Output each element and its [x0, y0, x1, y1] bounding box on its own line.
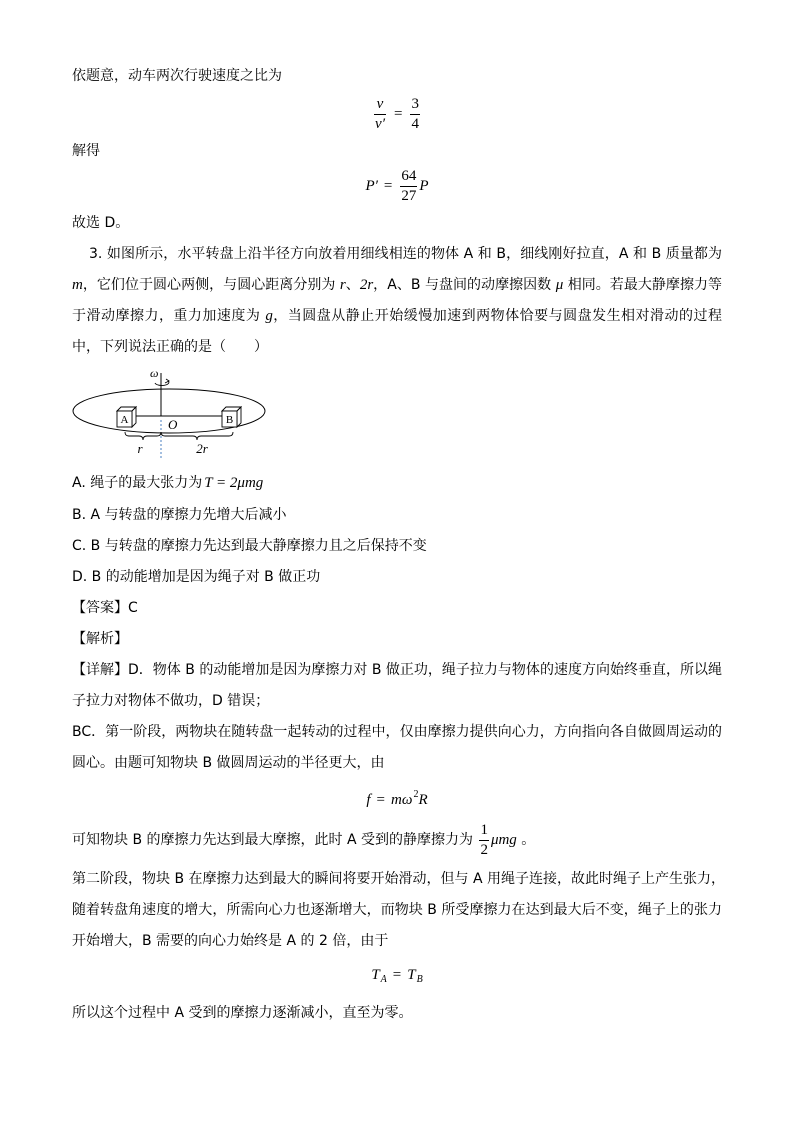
mass-symbol: m [391, 791, 402, 808]
analysis-line-5 [72, 821, 535, 859]
tension-a-subscript: A [380, 973, 387, 985]
half-denominator: 2 [480, 841, 488, 858]
question-stem-line-1: 3. 如图所示，水平转盘上沿半径方向放着用细线相连的物体 A 和 B，细线刚好拉直，A 和 B 质量都为 [89, 246, 722, 262]
velocity-denominator: v′ [375, 115, 385, 132]
velocity-fraction [374, 96, 386, 133]
question-stem-line-4: 中，下列说法正确的是（ ） [72, 339, 268, 355]
question-stem-line-3 [72, 306, 722, 326]
friction-expression: μmg [490, 832, 517, 848]
stem-text: ，A、B 与盘间的动摩擦因数 [373, 277, 556, 293]
tension-a-symbol: T [371, 966, 380, 983]
stem-text: 、 [345, 277, 360, 293]
answer-line [72, 598, 138, 618]
centripetal-force-equation [0, 789, 794, 811]
double-radius-symbol: 2r [359, 277, 374, 293]
previous-conclusion: 故选 D。 [72, 215, 130, 231]
angular-velocity-label: ω [150, 366, 159, 380]
ratio-intro-text: 依题意，动车两次行驶速度之比为 [72, 68, 282, 84]
equals-sign: = [383, 177, 393, 194]
power-numerator: 64 [400, 168, 417, 187]
stem-text: ，它们位于圆心两侧，与圆心距离分别为 [82, 277, 340, 293]
block-a-label: A [120, 414, 129, 426]
solve-label: 解得 [72, 143, 100, 159]
option-a [72, 472, 263, 494]
gravity-symbol: g [265, 308, 273, 324]
power-equation [0, 165, 794, 207]
block-b-side-face [237, 407, 241, 427]
center-label: O [168, 417, 178, 432]
option-c: C. B 与转盘的摩擦力先达到最大静摩擦力且之后保持不变 [72, 538, 427, 554]
half-fraction [479, 822, 489, 859]
ratio-denominator: 4 [411, 115, 419, 132]
analysis-text: 。 [516, 832, 536, 848]
power-lhs: P′ [365, 177, 378, 194]
tension-b-subscript: B [416, 973, 423, 985]
omega-symbol: ω [401, 791, 413, 808]
option-d: D. B 的动能增加是因为绳子对 B 做正功 [72, 569, 321, 585]
analysis-line-2: 子拉力对物体不做功，D 错误； [72, 693, 270, 709]
tension-b-symbol: T [407, 966, 416, 983]
question-stem-line-2 [72, 275, 722, 295]
stem-text: ，当圆盘从静止开始缓慢加速到两物体恰要与圆盘发生相对滑动的过程 [272, 308, 722, 324]
half-numerator: 1 [479, 822, 489, 841]
right-distance-label: 2r [196, 441, 208, 456]
velocity-ratio-equation [0, 93, 794, 135]
block-a-side-face [132, 407, 136, 427]
power-fraction [400, 168, 417, 205]
block-a [117, 407, 136, 427]
answer-label: 【答案】 [72, 600, 128, 616]
analysis-line-3: BC．第一阶段，两物块在随转盘一起转动的过程中，仅由摩擦力提供向心力，方向指向各自做圆周运动的 [72, 724, 722, 740]
analysis-line-9: 所以这个过程中 A 受到的摩擦力逐渐减小，直至为零。 [72, 1005, 413, 1021]
stem-text: 相同。若最大静摩擦力等 [563, 277, 722, 293]
tension-equation [0, 963, 794, 987]
power-denominator: 27 [401, 187, 417, 204]
left-distance-label: r [137, 441, 143, 456]
option-b: B. A 与转盘的摩擦力先增大后减小 [72, 507, 287, 523]
radius-symbol: r [339, 277, 346, 293]
equals-sign: = [393, 105, 403, 122]
block-b [222, 407, 241, 427]
radius-symbol: R [418, 791, 428, 808]
equals-sign: = [392, 966, 402, 983]
stem-text: 于滑动摩擦力，重力加速度为 [72, 308, 266, 324]
analysis-line-6: 第二阶段，物块 B 在摩擦力达到最大的瞬间将要开始滑动，但与 A 用绳子连接，故此时绳子上产生张力， [72, 871, 725, 887]
analysis-header: 【解析】 [72, 631, 128, 647]
friction-coefficient-symbol: μ [555, 277, 564, 293]
option-a-formula: T = 2μmg [204, 475, 264, 491]
squared-exponent: 2 [413, 788, 419, 800]
turntable-diagram [70, 365, 270, 462]
ratio-value-fraction [410, 96, 420, 133]
analysis-line-1: 【详解】D．物体 B 的动能增加是因为摩擦力对 B 做正功，绳子拉力与物体的速度方向始终垂直，所以绳 [72, 662, 722, 678]
equals-sign: = [376, 791, 386, 808]
velocity-numerator: v [374, 96, 386, 115]
analysis-line-8: 开始增大，B 需要的向心力始终是 A 的 2 倍，由于 [72, 933, 389, 949]
power-tail: P [419, 177, 429, 194]
rotation-arrowhead-icon [165, 379, 169, 383]
friction-symbol: f [366, 791, 371, 808]
analysis-line-7: 随着转盘角速度的增大，所需向心力也逐渐增大，而物块 B 所受摩擦力在达到最大后不变，绳子上的张力 [72, 902, 722, 918]
mass-symbol: m [72, 277, 83, 293]
ratio-numerator: 3 [410, 96, 420, 115]
option-a-text: A. 绳子的最大张力为 [72, 475, 203, 491]
block-b-label: B [225, 414, 234, 426]
analysis-text: 可知物块 B 的摩擦力先达到最大摩擦，此时 A 受到的静摩擦力为 [72, 832, 478, 848]
answer-value: C [128, 600, 138, 616]
analysis-line-4: 圆心。由题可知物块 B 做圆周运动的半径更大，由 [72, 755, 385, 771]
